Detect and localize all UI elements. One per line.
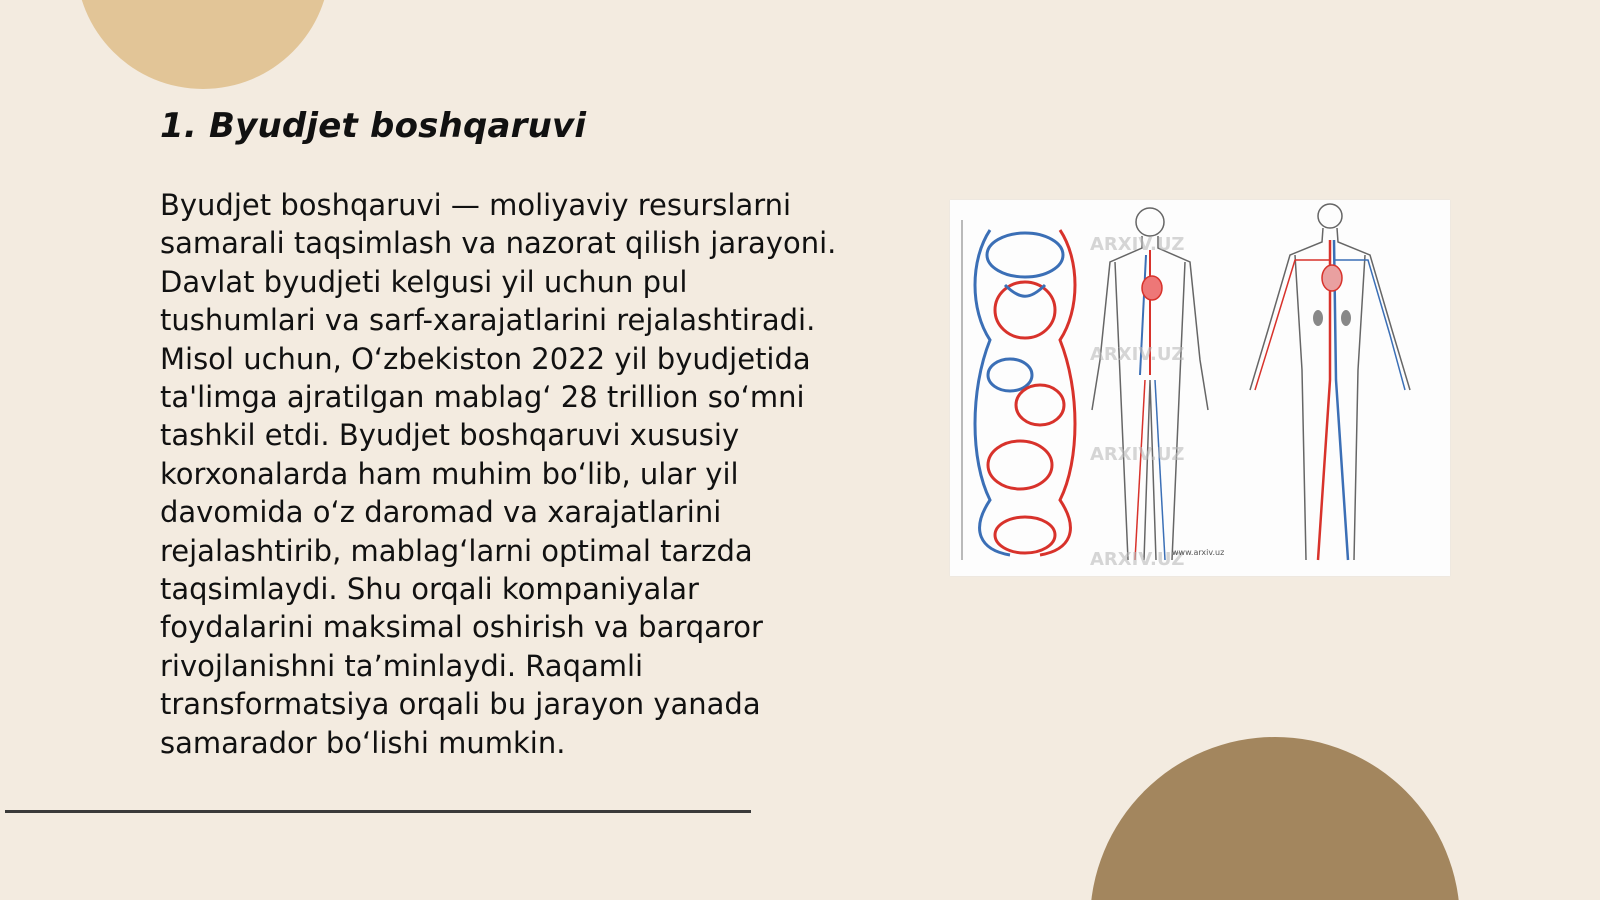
circulation-loop-diagram bbox=[962, 220, 1075, 560]
watermark-text-3: ARXIV.UZ bbox=[1090, 444, 1185, 465]
watermark-text-1: ARXIV.UZ bbox=[1090, 234, 1185, 255]
anatomy-figure-front bbox=[1092, 208, 1208, 560]
slide-body-text: Byudjet boshqaruvi — moliyaviy resurslarni samarali taqsimlash va nazorat qilish jarayoni. Davlat byudjeti kelgusi yil uchun pul tushumlari va sarf-xarajatlarini rejalashtiradi. Misol uchun, Oʻzbekiston 2022 yil byudjetida ta'limga ajratilgan mablagʻ 28 trillion soʻmni tashkil etdi. Byudjet boshqaruvi xususiy korxonalarda ham muhim boʻlib, ular yil davomida oʻz daromad va xarajatlarini rejalashtirib, mablagʻlarni optimal tarzda taqsimlaydi. Shu orqali kompaniyalar foydalarini maksimal oshirish va barqaror rivojlanishni taʼminlaydi. Raqamli transformatsiya orqali bu jarayon yanada samarador boʻlishi mumkin. bbox=[160, 188, 837, 760]
circulatory-system-illustration bbox=[950, 200, 1450, 576]
divider-line bbox=[5, 810, 751, 813]
figure-source-label: www.arxiv.uz bbox=[1172, 548, 1225, 557]
decorative-circle-top bbox=[76, 0, 330, 89]
watermark-text-2: ARXIV.UZ bbox=[1090, 344, 1185, 365]
anatomy-figure-vessels bbox=[1250, 204, 1410, 560]
decorative-circle-bottom bbox=[1090, 737, 1460, 900]
watermark-text-4: ARXIV.UZ bbox=[1090, 549, 1185, 570]
slide-title: 1. Byudjet boshqaruvi bbox=[160, 106, 587, 146]
